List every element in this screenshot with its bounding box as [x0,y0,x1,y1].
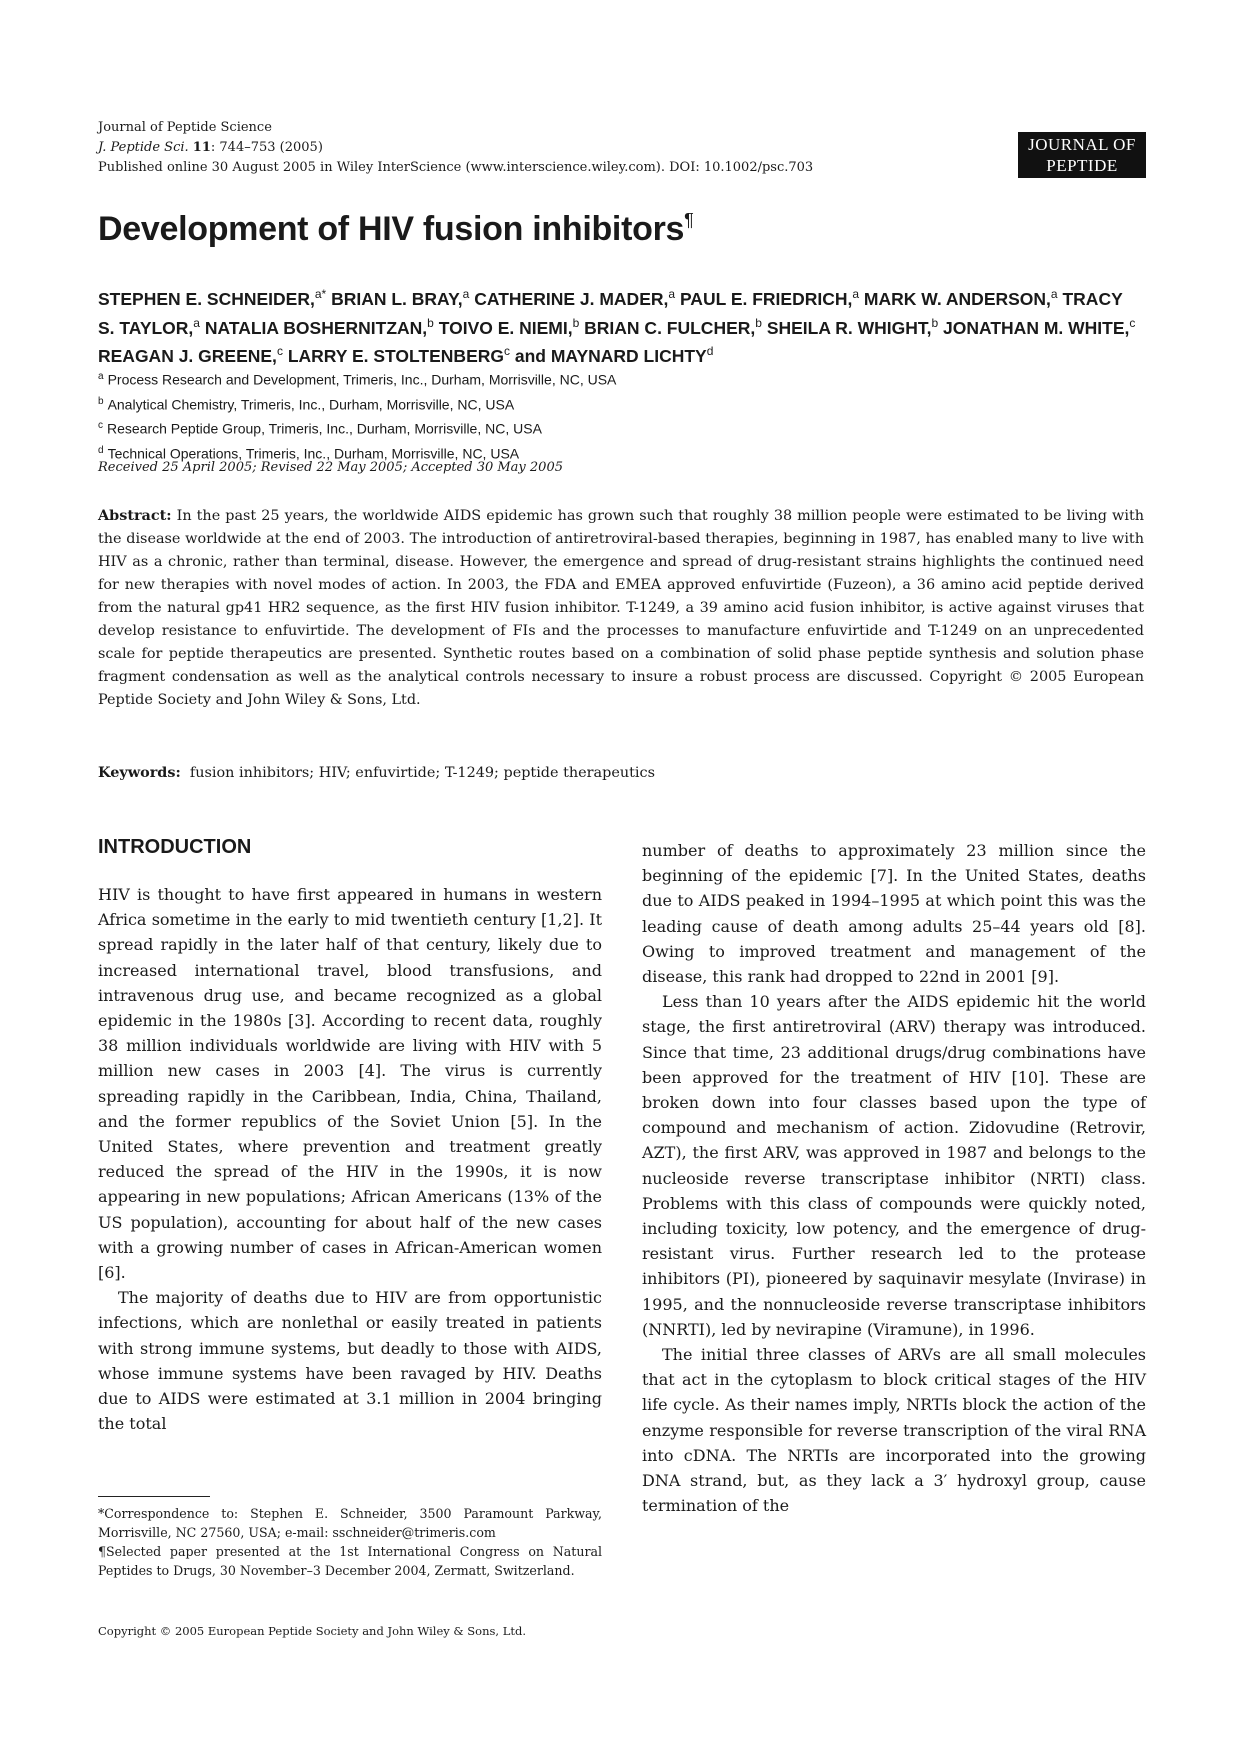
citation-volume: 11 [192,140,211,155]
footnotes [98,1504,602,1580]
author-affiliation-mark: c [504,344,510,359]
author-affiliation-mark: c [1129,315,1136,330]
author [288,346,510,366]
author [680,289,859,309]
left-column [98,882,602,1436]
author-affiliation-mark: b [931,315,939,330]
keywords [98,764,655,781]
author-name: and MAYNARD LICHTY [514,346,707,367]
author-affiliation-mark: b [572,315,580,330]
author [474,289,675,309]
journal-name: Journal of Peptide Science [98,120,272,135]
title-mark: ¶ [684,210,694,230]
author [864,289,1058,309]
affiliation-list [98,366,616,465]
footnote-rule [98,1496,210,1497]
journal-citation [98,138,813,158]
abstract-label: Abstract: [98,507,172,524]
author [515,346,714,366]
author-name: REAGAN J. GREENE, [98,346,277,367]
author [584,315,762,338]
author [943,315,1136,338]
author-affiliation-mark: d [706,344,714,359]
author-name: TRACY S. TAYLOR, [98,288,1123,338]
journal-logo [1018,132,1146,196]
author-name: SHEILA R. WHIGHT, [766,317,932,338]
affiliation [98,391,616,416]
article-title [98,210,694,249]
author-name: MARK W. ANDERSON, [863,288,1051,309]
journal-info [98,118,813,178]
author [438,315,580,338]
received-dates: Received 25 April 2005; Revised 22 May 2005; Accepted 30 May 2005 [98,460,563,475]
author-affiliation-mark: c [276,344,283,359]
affiliation-mark: c [98,420,103,432]
author-affiliation-mark: a [193,315,200,330]
author-name: BRIAN C. FULCHER, [584,317,756,338]
author-affiliation-mark: a* [314,287,327,301]
paragraph: The initial three classes of ARVs are all small molecules that act in the cytoplasm to block critical stages of the HIV life cycle. As their names imply, NRTIs block the action of the enzyme responsible for reverse transcription of the viral RNA into cDNA. The NRTIs are incorporated into the growing DNA strand, but, as they lack a 3′ hydroxyl group, cause termination of the [642,1345,1146,1516]
section-heading: INTRODUCTION [98,836,252,858]
title-text: Development of HIV fusion inhibitors [98,210,685,248]
logo-line-1: JOURNAL OF [1028,135,1136,154]
author-name: NATALIA BOSHERNITZAN, [204,317,428,338]
affiliation [98,366,616,391]
abstract-text: In the past 25 years, the worldwide AIDS epidemic has grown such that roughly 38 million people were estimated to be living with the disease worldwide at the end of 2003. The introduction of antiretroviral-based therapies, beginning in 1987, has enabled many to live with HIV as a chronic, rather than terminal, disease. However, the emergence and spread of drug-resistant strains highlights the continued need for new therapies with novel modes of action. In 2003, the FDA and EMEA approved enfuvirtide (Fuzeon), a 36 amino acid peptide derived from the natural gp41 HR2 sequence, as the first HIV fusion inhibitor. T-1249, a 39 amino acid fusion inhibitor, is active against viruses that develop resistance to enfuvirtide. The development of FIs and the processes to manufacture enfuvirtide and T-1249 on an unprecedented scale for peptide therapeutics are presented. Synthetic routes based on a combination of solid phase peptide synthesis and solution phase fragment condensation as well as the analytical controls necessary to insure a robust process are discussed. Copyright © 2005 European Peptide Society and John Wiley & Sons, Ltd. [98,508,1144,708]
citation-abbr: J. Peptide Sci. [98,140,189,155]
author-affiliation-mark: b [755,315,762,330]
keywords-label: Keywords: [98,764,181,781]
author-name: TOIVO E. NIEMI, [438,317,573,338]
citation-pages: : 744–753 (2005) [210,140,323,155]
author-list [98,282,1138,368]
author-affiliation-mark: a [1050,287,1058,301]
footnote-selected-paper: ¶Selected paper presented at the 1st International Congress on Natural Peptides to Drugs, 30 November–3 December 2004, Zermatt, Switzerland. [98,1544,602,1578]
paragraph: The majority of deaths due to HIV are from opportunistic infections, which are nonlethal or easily treated in patients with strong immune systems, but deadly to those with AIDS, whose immune systems have been ravaged by HIV. Deaths due to AIDS were estimated at 3.1 million in 2004 bringing the total [98,1288,602,1434]
paragraph: Less than 10 years after the AIDS epidemic hit the world stage, the first antiretroviral (ARV) therapy was introduced. Since that time, 23 additional drugs/drug combinations have been approved for the treatment of HIV [10]. These are broken down into four classes based upon the type of compound and mechanism of action. Zidovudine (Retrovir, AZT), the first ARV, was approved in 1987 and belongs to the nucleoside reverse transcriptase inhibitor (NRTI) class. Problems with this class of compounds were quickly noted, including toxicity, low potency, and the emergence of drug-resistant virus. Further research led to the protease inhibitors (PI), pioneered by saquinavir mesylate (Invirase) in 1995, and the nonnucleoside reverse transcriptase inhibitors (NNRTI), led by nevirapine (Viramune), in 1996. [642,992,1146,1339]
keywords-text: fusion inhibitors; HIV; enfuvirtide; T-1249; peptide therapeutics [189,765,655,781]
paragraph: HIV is thought to have first appeared in humans in western Africa sometime in the early to mid twentieth century [1,2]. It spread rapidly in the later half of that century, likely due to increased international travel, blood transfusions, and intravenous drug use, and became recognized as a global epidemic in the 1980s [3]. According to recent data, roughly 38 million individuals worldwide are living with HIV with 5 million new cases in 2003 [4]. The virus is currently spreading rapidly in the Caribbean, India, China, Thailand, and the former republics of the Soviet Union [5]. In the United States, where prevention and treatment greatly reduced the spread of the HIV in the 1990s, it is now appearing in new populations; African Americans (13% of the US population), accounting for about half of the new cases with a growing number of cases in African-American women [6]. [98,885,602,1283]
author [204,315,434,338]
abstract [98,504,1144,712]
affiliation [98,415,616,440]
copyright-line: Copyright © 2005 European Peptide Society and John Wiley & Sons, Ltd. [98,1624,526,1638]
author [98,289,326,309]
footnote-correspondence: *Correspondence to: Stephen E. Schneider, 3500 Paramount Parkway, Morrisville, NC 27560, USA; e-mail: sschneider@trimeris.com [98,1506,602,1540]
author-name: LARRY E. STOLTENBERG [287,346,504,367]
affiliation-mark: b [98,395,104,407]
paragraph: number of deaths to approximately 23 million since the beginning of the epidemic [7]. In the United States, deaths due to AIDS peaked in 1994–1995 at which point this was the leading cause of death among adults 25–44 years old [8]. Owing to improved treatment and management of the disease, this rank had dropped to 22nd in 2001 [9]. [642,841,1146,987]
author-name: JONATHAN M. WHITE, [943,317,1130,338]
author-affiliation-mark: a [668,287,676,301]
author-name: CATHERINE J. MADER, [474,288,669,309]
right-column [642,838,1146,1518]
author-name: PAUL E. FRIEDRICH, [679,288,853,309]
author [766,315,939,338]
affiliation-mark: a [98,371,104,382]
affiliation-text: Process Research and Development, Trimeris, Inc., Durham, Morrisville, NC, USA [107,371,617,388]
affiliation-mark: d [98,444,104,456]
affiliation-text: Technical Operations, Trimeris, Inc., Durham, Morrisville, NC, USA [107,445,520,462]
published-line: Published online 30 August 2005 in Wiley InterScience (www.interscience.wiley.com). DOI: 10.1002/psc.703 [98,160,814,175]
author-name: BRIAN L. BRAY, [331,288,463,309]
author-affiliation-mark: a [852,287,860,301]
author-name: STEPHEN E. SCHNEIDER, [98,288,315,309]
author-affiliation-mark: a [462,287,470,301]
author-affiliation-mark: b [427,315,434,330]
affiliation-text: Research Peptide Group, Trimeris, Inc., Durham, Morrisville, NC, USA [107,420,542,437]
author [98,346,283,366]
logo-line-2: PEPTIDE SCIENCE [1044,156,1120,196]
author [331,289,469,309]
affiliation-text: Analytical Chemistry, Trimeris, Inc., Durham, Morrisville, NC, USA [107,396,515,413]
